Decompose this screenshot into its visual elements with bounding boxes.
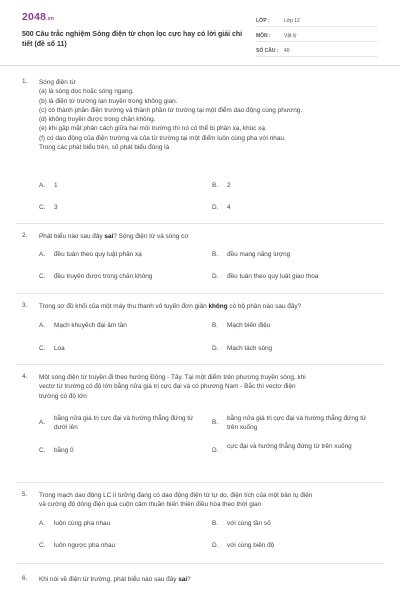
question-text <box>39 575 369 584</box>
question-text-pre: Trong sơ đồ khối của một máy thu thanh vô tuyến đơn giản <box>39 303 209 310</box>
page-header <box>0 0 400 66</box>
option-a[interactable] <box>39 322 199 331</box>
option-text: 1 <box>54 182 58 189</box>
question-emphasis: không <box>208 303 228 310</box>
question-divider <box>16 223 384 224</box>
option-c[interactable] <box>39 542 199 551</box>
option-letter: A. <box>39 520 46 527</box>
option-c[interactable] <box>39 447 199 456</box>
question-line: (a) là sóng dọc hoặc sóng ngang. <box>39 88 134 96</box>
meta-label: LỚP : <box>256 17 270 24</box>
question-number: 1. <box>22 78 28 85</box>
option-text: Mạch tách sóng <box>227 345 273 352</box>
option-text: 3 <box>54 204 58 211</box>
meta-value: Lớp 12 <box>284 17 300 24</box>
option-text: bằng nửa giá trị cực đại và hướng thẳng đứng từ dưới lên <box>54 415 194 431</box>
meta-row-subject <box>256 30 378 42</box>
option-text: Loa <box>54 345 65 352</box>
meta-value: Vật lý <box>284 32 297 39</box>
option-b[interactable] <box>212 251 372 260</box>
question-text <box>39 373 369 401</box>
question-emphasis: sai <box>104 233 114 240</box>
meta-value: 40 <box>284 47 290 54</box>
logo-text: 2048 <box>22 11 47 23</box>
logo-tld: .vn <box>46 16 54 22</box>
question-emphasis: sai <box>178 576 188 583</box>
option-letter: D. <box>212 447 219 454</box>
option-c[interactable] <box>39 204 199 213</box>
option-b[interactable] <box>212 182 372 191</box>
meta-row-count <box>256 45 378 57</box>
meta-label: SỐ CÂU : <box>256 47 279 54</box>
meta-row-class <box>256 15 378 27</box>
question-number: 2. <box>22 232 28 239</box>
question-line: Trong các phát biểu trên, số phát biểu đúng là <box>39 144 170 152</box>
option-letter: C. <box>39 542 46 549</box>
option-a[interactable] <box>39 520 199 529</box>
question-text <box>39 302 369 311</box>
option-text: bằng nửa giá trị cực đại và hướng thẳng đứng từ trên xuống <box>227 415 367 431</box>
question-line: (d) không truyền được trong chân không. <box>39 116 156 124</box>
option-b[interactable] <box>212 322 372 331</box>
option-d[interactable] <box>212 204 372 213</box>
option-letter: C. <box>39 345 46 352</box>
question-divider <box>16 482 384 483</box>
option-letter: A. <box>39 182 46 189</box>
site-logo[interactable] <box>22 11 54 23</box>
option-letter: D. <box>212 204 219 211</box>
option-d[interactable] <box>212 542 372 551</box>
question-line: (b) là điện từ trường lan truyền trong không gian. <box>39 97 178 105</box>
question-number: 5. <box>22 491 28 498</box>
option-a[interactable] <box>39 182 199 191</box>
option-d[interactable] <box>212 345 372 354</box>
option-text: đều mang năng lượng <box>227 251 291 258</box>
question-text <box>39 491 369 510</box>
option-text: 2 <box>227 182 231 189</box>
option-text: cực đại và hướng thẳng đứng từ trên xuống <box>227 443 352 450</box>
option-letter: C. <box>39 273 46 280</box>
question-text <box>39 232 369 241</box>
question-number: 4. <box>22 373 28 380</box>
meta-label: MÔN : <box>256 32 271 39</box>
option-c[interactable] <box>39 345 199 354</box>
option-text: Mạch khuyếch đại âm tần <box>54 322 127 329</box>
option-letter: B. <box>212 182 219 189</box>
option-letter: A. <box>39 322 46 329</box>
option-letter: B. <box>212 419 219 426</box>
question-line: Sóng điện từ <box>39 79 76 86</box>
question-number: 6. <box>22 575 28 582</box>
option-text: luôn cùng pha nhau <box>54 520 111 527</box>
option-letter: D. <box>212 273 219 280</box>
question-text <box>39 78 369 152</box>
question-line: (c) có thành phần điện trường và thành phần từ trường tại một điểm dao động cùng phương. <box>39 106 303 114</box>
option-letter: D. <box>212 345 219 352</box>
option-b[interactable] <box>212 520 372 529</box>
document-title: 500 Câu trắc nghiệm Sóng điện từ chọn lọc cực hay có lời giải chi tiết (đề số 11) <box>22 31 243 48</box>
option-text: bằng 0 <box>54 447 74 454</box>
question-text-post: ? <box>187 576 191 583</box>
option-letter: B. <box>212 251 219 258</box>
option-letter: D. <box>212 542 219 549</box>
option-a[interactable] <box>39 251 199 260</box>
option-letter: A. <box>39 251 46 258</box>
option-letter: C. <box>39 204 46 211</box>
option-d[interactable] <box>212 273 372 282</box>
question-line: trường có độ lớn <box>39 392 87 400</box>
option-text: đều truyền được trong chân không <box>54 273 153 280</box>
option-letter: C. <box>39 447 46 454</box>
question-divider <box>16 563 384 564</box>
option-c[interactable] <box>39 273 199 282</box>
document-meta <box>256 15 378 60</box>
question-line: Trong mạch dao động LC lí tưởng đang có dao động điện từ tự do, điện tích của một bản tụ điện <box>39 492 313 499</box>
question-number: 3. <box>22 302 28 309</box>
question-divider <box>16 293 384 294</box>
option-text: với cùng tần số <box>227 520 271 527</box>
option-a[interactable] <box>39 415 199 432</box>
question-text-pre: Khi nói về điện từ trường, phát biểu nào sau đây <box>39 576 179 583</box>
option-text: Mạch biến điệu <box>227 322 271 329</box>
question-text-post: ? Sóng điện từ và sóng cơ <box>113 233 189 240</box>
option-text: đều tuân theo quy luật giao thoa <box>227 273 319 280</box>
question-line: Một sóng điện từ truyền đi theo hướng Đông - Tây. Tại một điểm trên phương truyền sóng, khi <box>39 374 306 381</box>
question-line: (e) khi gặp mặt phân cách giữa hai môi trường thì nó có thể bị phản xạ, khúc xạ. <box>39 125 267 133</box>
question-divider <box>16 364 384 365</box>
question-line: (f) có dao động của điện trường và của từ trường tại một điểm luôn cùng pha với nhau. <box>39 134 286 142</box>
question-text-pre: Phát biểu nào sau đây <box>39 233 105 240</box>
question-line: vectơ từ trường có độ lớn bằng nửa giá trị cực đại và có phương Nam - Bắc thì vectơ điện <box>39 383 296 391</box>
option-b[interactable] <box>212 415 372 432</box>
option-text: với cùng biên độ <box>227 542 275 549</box>
option-letter: B. <box>212 322 219 329</box>
option-text: 4 <box>227 204 231 211</box>
option-letter: A. <box>39 419 46 426</box>
option-text: đều tuân theo quy luật phản xạ <box>54 251 142 258</box>
option-d[interactable] <box>212 443 372 456</box>
question-line: và cường độ dòng điện qua cuộn cảm thuần biến thiên điều hòa theo thời gian <box>39 501 262 509</box>
option-text: luôn ngược pha nhau <box>54 542 116 549</box>
option-letter: B. <box>212 520 219 527</box>
question-text-post: có bộ phận nào sau đây? <box>227 303 302 310</box>
